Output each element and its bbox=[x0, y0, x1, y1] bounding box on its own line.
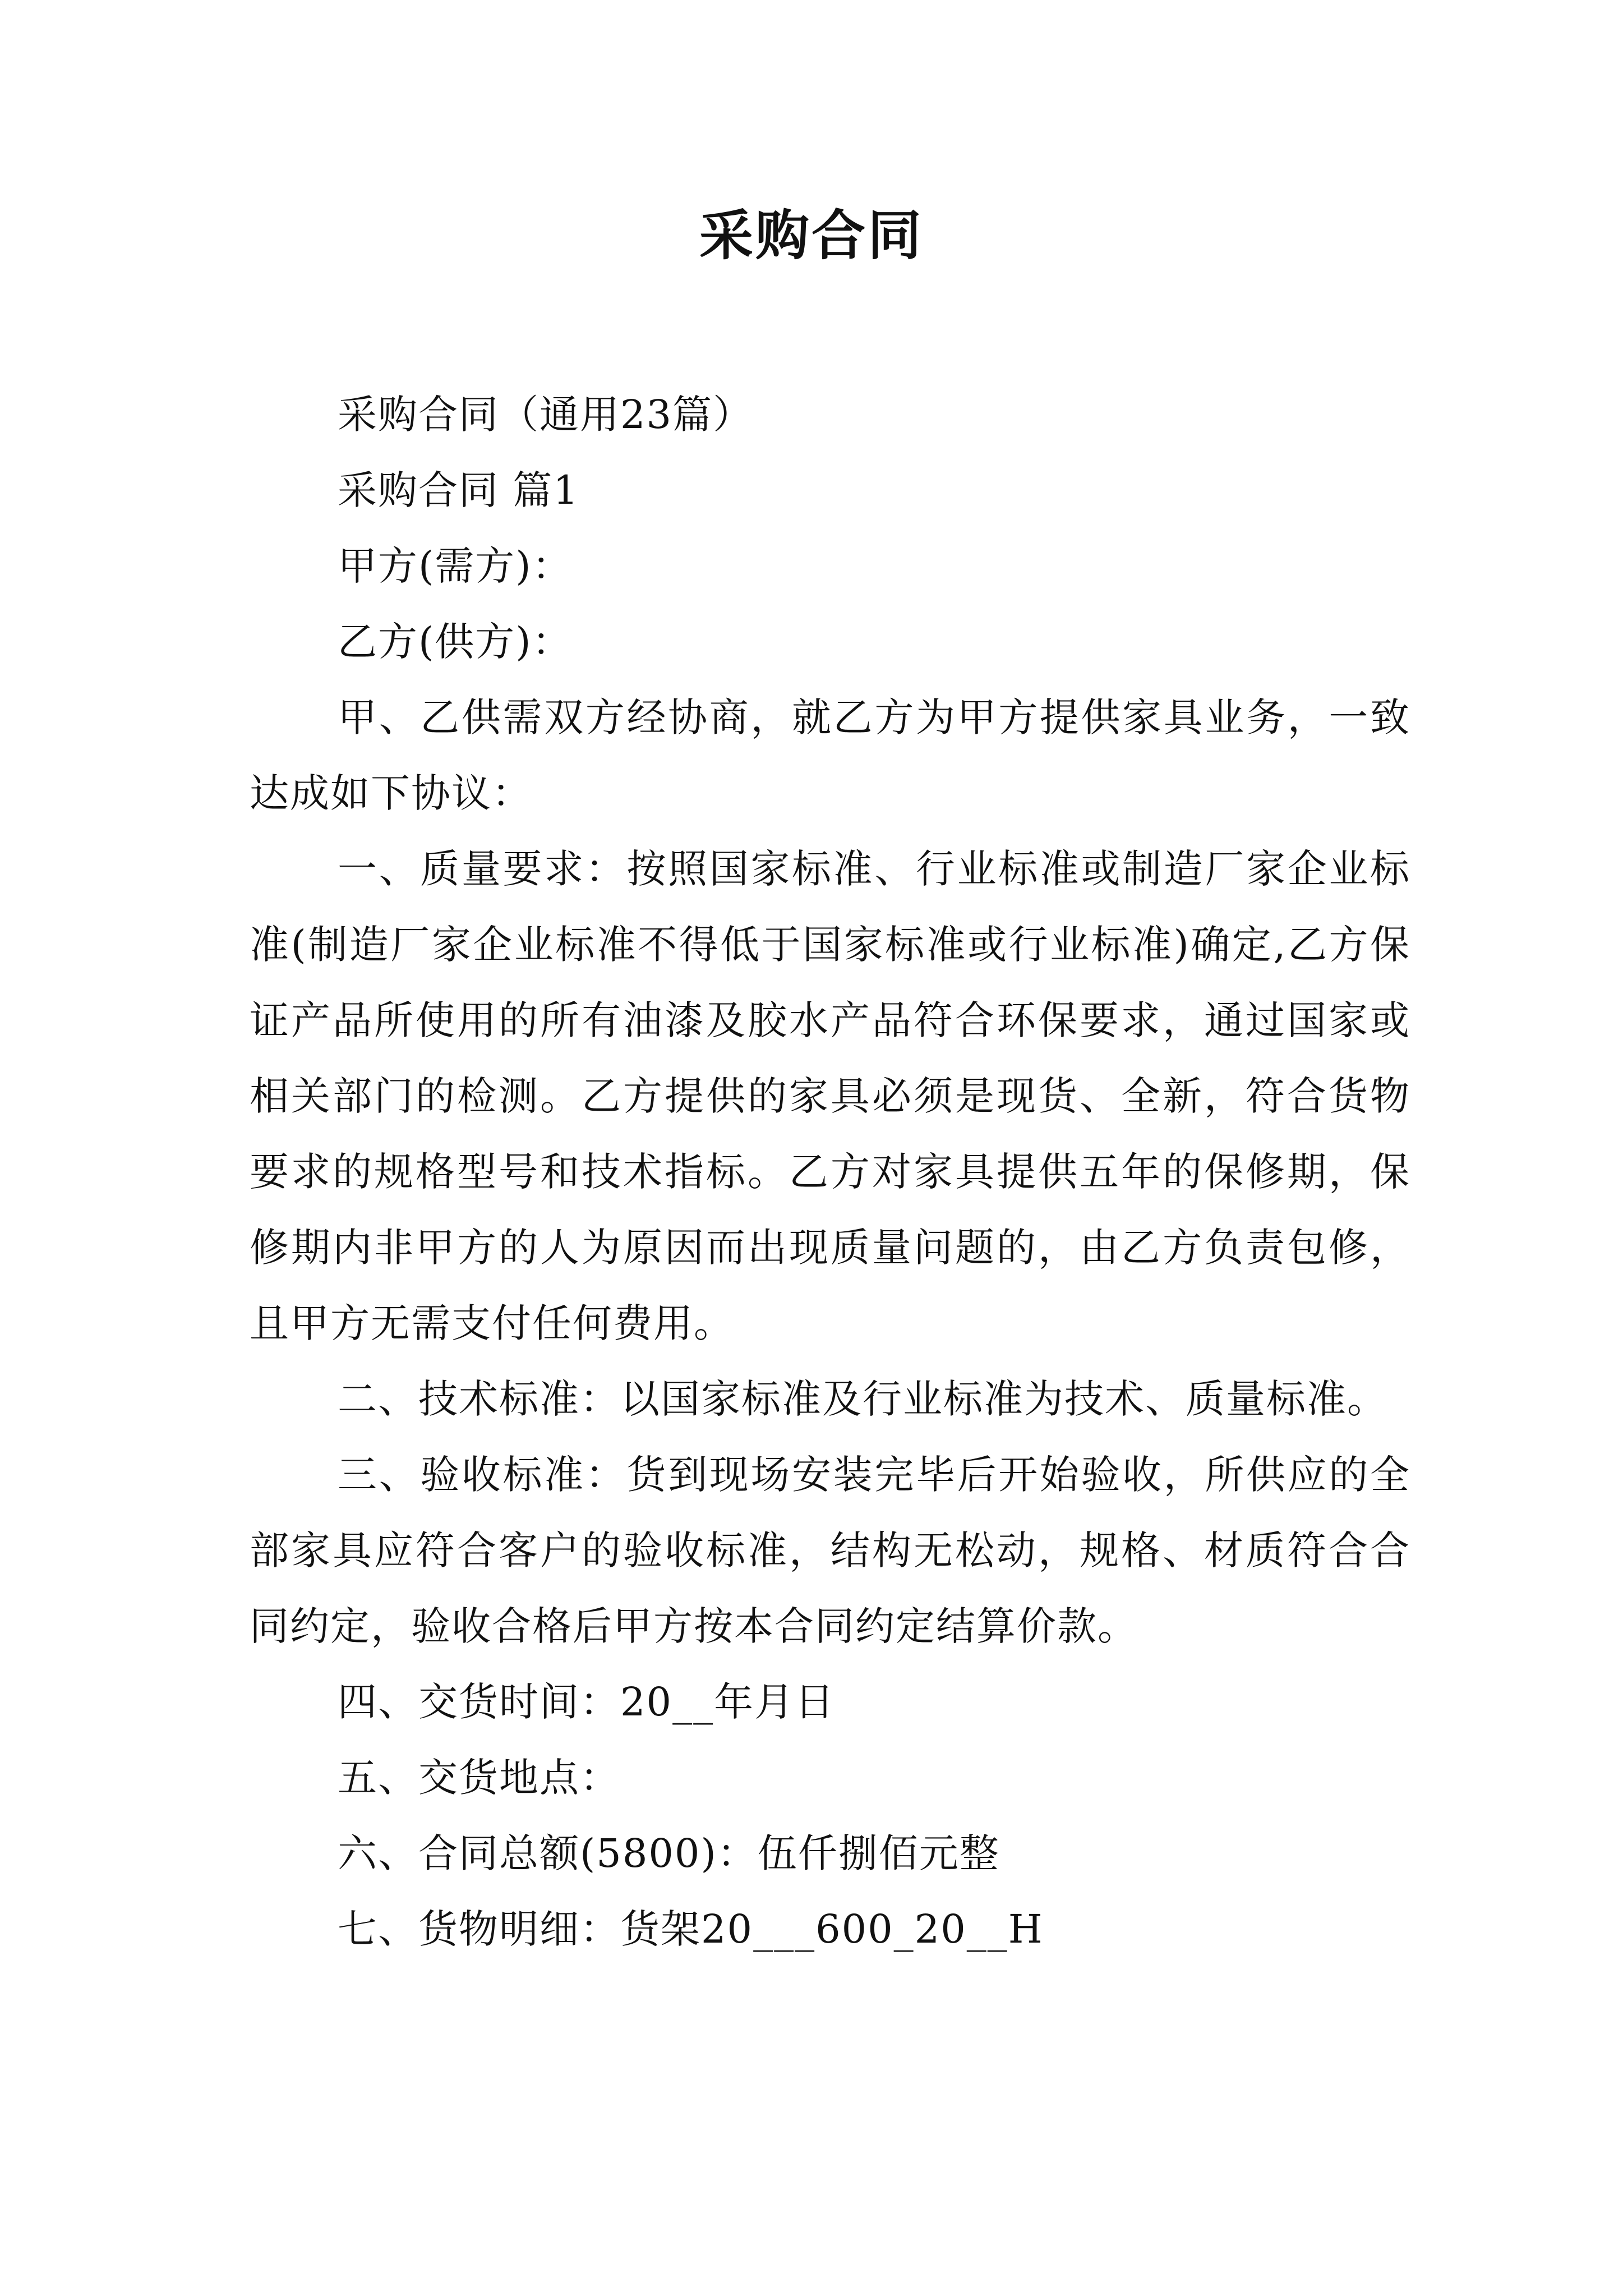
section-heading: 采购合同 篇1 bbox=[338, 467, 579, 513]
clause-quality: 一、质量要求：按照国家标准、行业标准或制造厂家企业标准(制造厂家企业标准不得低于国家标准或行业标准)确定,乙方保证产品所使用的所有油漆及胶水产品符合环保要求，通过国家或相关部门的检测。乙方提供的家具必须是现货、全新，符合货物要求的规格型号和技术指标。乙方对家具提供五年的保修期，保修期内非甲方的人为原因而出现质量问题的，由乙方负责包修，且甲方无需支付任何费用。 bbox=[250, 846, 1410, 1346]
intro-paragraph: 甲、乙供需双方经协商，就乙方为甲方提供家具业务，一致达成如下协议： bbox=[250, 694, 1410, 816]
party-b-line: 乙方(供方)： bbox=[338, 619, 573, 665]
subtitle-paragraph: 采购合同（通用23篇） bbox=[338, 392, 754, 438]
party-a-line: 甲方(需方)： bbox=[338, 543, 573, 589]
clause-acceptance: 三、验收标准：货到现场安装完毕后开始验收，所供应的全部家具应符合客户的验收标准，结构无松动，规格、材质符合合同约定，验收合格后甲方按本合同约定结算价款。 bbox=[250, 1452, 1410, 1649]
clause-total-amount: 六、合同总额(5800)：伍仟捌佰元整 bbox=[338, 1830, 1000, 1876]
document-title: 采购合同 bbox=[699, 204, 924, 267]
clause-goods-detail: 七、货物明细：货架20___600_20__H bbox=[338, 1906, 1044, 1952]
document-body bbox=[250, 377, 1410, 1967]
clause-delivery-time: 四、交货时间：20__年月日 bbox=[338, 1679, 836, 1725]
clause-delivery-place: 五、交货地点： bbox=[338, 1755, 620, 1801]
clause-technical-standard: 二、技术标准：以国家标准及行业标准为技术、质量标准。 bbox=[338, 1376, 1387, 1422]
